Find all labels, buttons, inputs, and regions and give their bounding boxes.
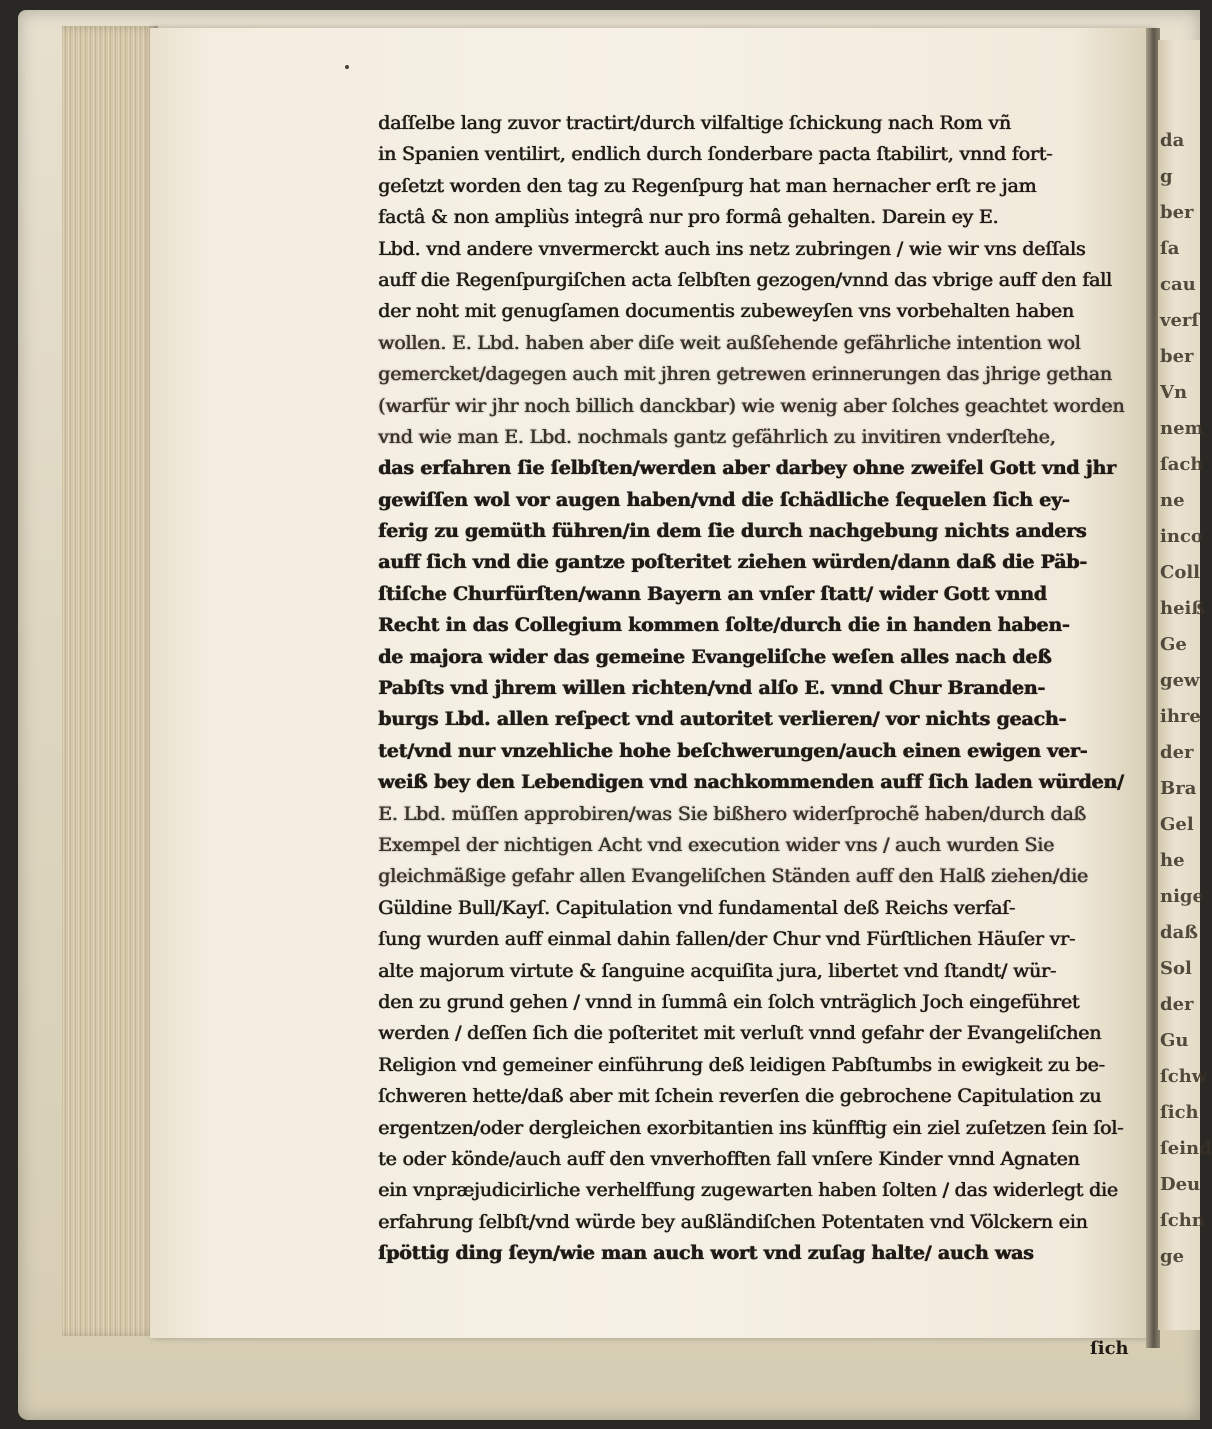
text-line: ſchweren hette/daß aber mit ſchein reverſen die gebrochene Capitulation zu: [378, 1085, 1102, 1108]
text-line: ein vnpræjudicirliche verhelffung zugewarten haben ſolten / das widerlegt die: [378, 1179, 1118, 1202]
facing-page-fragment: ihre: [1160, 706, 1201, 727]
text-line: vnd wie man E. Lbd. nochmals gantz gefährlich zu invitiren vnderſtehe,: [378, 425, 1056, 448]
text-line: auff die Regenſpurgiſchen acta ſelbſten gezogen/vnnd das vbrige auff den fall: [378, 268, 1112, 291]
facing-page-fragment: Vn: [1160, 382, 1188, 403]
facing-page-fragment: ſa: [1160, 238, 1180, 259]
facing-page-fragment: Ge: [1160, 634, 1187, 655]
text-line: tet/vnd nur vnzehliche hohe beſchwerungen/auch einen ewigen ver-: [378, 739, 1088, 762]
facing-page-fragment: he: [1160, 850, 1185, 871]
text-line: ſtiſche Churfürſten/wann Bayern an vnſer ſtatt/ wider Gott vnnd: [378, 582, 1047, 605]
page-edges: [62, 26, 158, 1336]
facing-page-fragment: heiß: [1160, 598, 1206, 619]
text-line: den zu grund gehen / vnnd in ſummâ ein ſolch vnträglich Joch eingeführet: [378, 990, 1080, 1013]
catchword: ſich: [1090, 1338, 1129, 1359]
text-line: Pabſts vnd jhrem willen richten/vnd alſo E. vnnd Chur Branden-: [378, 677, 1045, 700]
text-line: daſſelbe lang zuvor tractirt/durch vilfaltige ſchickung nach Rom vñ: [378, 112, 1011, 134]
facing-page-fragment: da: [1160, 130, 1185, 151]
text-line: (warfür wir jhr noch billich danckbar) wie wenig aber ſolches geachtet worden: [378, 394, 1125, 417]
text-line: alte majorum virtute & ſanguine acquiſita jura, libertet vnd ſtandt/ wür-: [378, 959, 1057, 982]
text-line: Güldine Bull/Kayſ. Capitulation vnd fundamental deß Reichs verfaſ-: [378, 896, 1016, 919]
facing-page-fragment: Deu: [1160, 1174, 1201, 1195]
facing-page-fragment: der: [1160, 742, 1194, 763]
text-line: das erfahren ſie ſelbſten/werden aber darbey ohne zweifel Gott vnd jhr: [378, 457, 1116, 480]
text-line: factâ & non ampliùs integrâ nur pro formâ gehalten. Darein ey E.: [378, 206, 999, 229]
facing-page-fragment: Gel: [1160, 814, 1194, 835]
facing-page-fragment: Gu: [1160, 1030, 1189, 1051]
text-line: ergentzen/oder dergleichen exorbitantien ins künfftig ein ziel zuſetzen ſein ſol-: [378, 1116, 1124, 1139]
facing-page-fragment: ber: [1160, 202, 1194, 223]
facing-page-fragment: Coll: [1160, 562, 1201, 583]
text-line: E. Lbd. müſſen approbiren/was Sie bißhero widerſprochẽ haben/durch daß: [378, 802, 1086, 825]
facing-page-fragment: Bra: [1160, 778, 1197, 799]
printed-text-block: [378, 108, 1136, 1269]
text-line: ſpöttig ding ſeyn/wie man auch wort vnd zuſag halte/ auch was: [378, 1242, 1034, 1265]
text-line: in Spanien ventilirt, endlich durch ſonderbare pacta ſtabilirt, vnnd fort-: [378, 143, 1053, 166]
facing-page-fragment: nige: [1160, 886, 1204, 907]
facing-page-fragment: ſach: [1160, 454, 1204, 475]
facing-page-fragment: inco: [1160, 526, 1203, 547]
facing-page-fragment: cau: [1160, 274, 1196, 295]
text-line: gewiſſen wol vor augen haben/vnd die ſchädliche ſequelen ſich ey-: [378, 488, 1070, 511]
facing-page-fragment: nem: [1160, 418, 1204, 439]
facing-page-fragment: daß: [1160, 922, 1198, 943]
text-line: erfahrung ſelbſt/vnd würde bey außländiſchen Potentaten vnd Völckern ein: [378, 1210, 1088, 1233]
facing-page-edge: [1158, 40, 1212, 1330]
text-line: te oder könde/auch auff den vnverhofften fall vnſere Kinder vnnd Agnaten: [378, 1147, 1080, 1170]
text-line: gleichmäßige gefahr allen Evangeliſchen Ständen auff den Halß ziehen/die: [378, 865, 1088, 888]
facing-page-fragment: verſ: [1160, 310, 1200, 331]
ink-speck: [345, 65, 349, 69]
facing-page-fragment: Sol: [1160, 958, 1192, 979]
text-line: gemercket/dagegen auch mit jhren getrewen erinnerungen das jhrige gethan: [378, 363, 1112, 386]
text-line: der noht mit genugſamen documentis zubeweyſen vns vorbehalten haben: [378, 300, 1074, 323]
facing-page-fragment: der: [1160, 994, 1194, 1015]
text-line: werden / deſſen ſich die poſteritet mit verluſt vnnd gefahr der Evangeliſchen: [378, 1022, 1102, 1045]
text-line: ferig zu gemüth führen/in dem ſie durch nachgebung nichts anders: [378, 520, 1087, 543]
facing-page-fragment: g: [1160, 166, 1173, 187]
facing-page-fragment: ſich: [1160, 1102, 1199, 1123]
text-line: de majora wider das gemeine Evangeliſche weſen alles nach deß: [378, 645, 1052, 668]
facing-page-fragment: ge: [1160, 1246, 1185, 1267]
text-line: Religion vnd gemeiner einführung deß leidigen Pabſtumbs in ewigkeit zu be-: [378, 1053, 1105, 1076]
text-line: auff ſich vnd die gantze poſteritet ziehen würden/dann daß die Päb-: [378, 551, 1087, 574]
text-line: burgs Lbd. allen reſpect vnd autoritet verlieren/ vor nichts geach-: [378, 708, 1067, 731]
facing-page-fragment: ber: [1160, 346, 1194, 367]
facing-page-fragment: ſeind: [1160, 1138, 1212, 1159]
text-line: Exempel der nichtigen Acht vnd execution wider vns / auch wurden Sie: [378, 833, 1054, 856]
facing-page-fragment: ſchn: [1160, 1210, 1205, 1231]
text-line: geſetzt worden den tag zu Regenſpurg hat man hernacher erſt re jam: [378, 174, 1037, 197]
text-line: weiß bey den Lebendigen vnd nachkommenden auff ſich laden würden/: [378, 771, 1124, 794]
text-line: wollen. E. Lbd. haben aber diſe weit außſehende gefährliche intention wol: [378, 331, 1081, 354]
text-line: ſung wurden auff einmal dahin fallen/der Chur vnd Fürſtlichen Häuſer vr-: [378, 928, 1076, 951]
facing-page-fragment: ſchw: [1160, 1066, 1208, 1087]
text-line: Lbd. vnd andere vnvermerckt auch ins netz zubringen / wie wir vns deſſals: [378, 237, 1086, 260]
facing-page-fragment: ne: [1160, 490, 1185, 511]
text-line: Recht in das Collegium kommen ſolte/durch die in handen haben-: [378, 614, 1070, 637]
facing-page-fragment: gew: [1160, 670, 1200, 691]
